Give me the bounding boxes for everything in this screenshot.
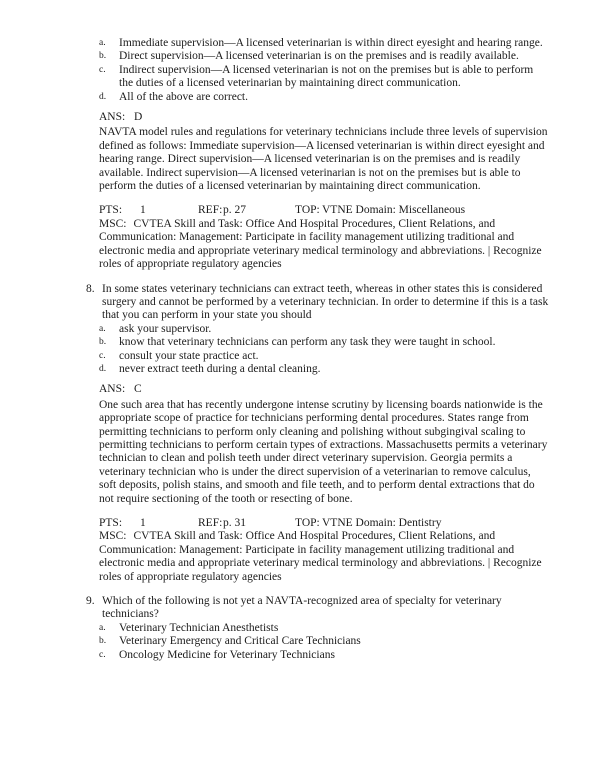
msc-paragraph xyxy=(99,530,550,584)
question-block-8 xyxy=(86,283,550,585)
answer-option xyxy=(99,91,550,104)
option-text: ask your supervisor. xyxy=(119,322,212,335)
answer-line xyxy=(99,111,550,124)
question-stem: Which of the following is not yet a NAVTA-recognized area of specialty for veterinary technicians? xyxy=(102,595,502,621)
answer-option xyxy=(99,363,550,376)
msc-paragraph xyxy=(99,218,550,272)
answer-option xyxy=(99,622,550,635)
answer-option xyxy=(99,336,550,349)
msc-text: CVTEA Skill and Task: Office And Hospital Procedures, Client Relations, and Communication: Management: Participate in facility management utilizing traditional and electronic media and appropriate veterinary medical terminology and abbreviations. | Recognize roles of appropriate regulatory agencies xyxy=(99,217,542,271)
answer-option xyxy=(99,649,550,662)
option-text: Oncology Medicine for Veterinary Technicians xyxy=(119,648,335,661)
option-text: All of the above are correct. xyxy=(119,90,248,103)
pts-label: PTS: xyxy=(99,204,123,217)
answer-label: ANS: xyxy=(99,383,126,396)
answer-option xyxy=(99,635,550,648)
option-letter: a. xyxy=(99,622,106,633)
answer-option xyxy=(99,323,550,336)
question-row xyxy=(86,283,550,323)
option-letter: c. xyxy=(99,649,106,660)
question-block-9 xyxy=(86,595,550,662)
option-letter: b. xyxy=(99,636,107,647)
option-text: Indirect supervision—A licensed veterinarian is not on the premises but is able to perform the duties of a licensed veterinarian by maintaining direct communication. xyxy=(119,63,534,90)
meta-line xyxy=(99,517,550,530)
ref-value: p. 31 xyxy=(223,517,246,529)
option-letter: d. xyxy=(99,363,107,374)
option-letter: d. xyxy=(99,91,107,102)
ref-value: p. 27 xyxy=(223,204,246,217)
pts-value: 1 xyxy=(140,204,146,217)
question-stem: In some states veterinary technicians can extract teeth, whereas in other states this is considered surgery and cannot be performed by a veterinary technician. In order to determine if this is a task that you can perform in your state you should xyxy=(102,282,549,322)
top-label: TOP: xyxy=(295,204,320,217)
option-letter: c. xyxy=(99,64,106,75)
top-value: VTNE Domain: Miscellaneous xyxy=(322,204,466,217)
answer-option xyxy=(99,50,550,63)
question-row xyxy=(86,595,550,622)
feedback-paragraph: NAVTA model rules and regulations for veterinary technicians include three levels of supervision defined as follows: Immediate supervision—A licensed veterinarian is within direct eyesight and hearing range. Direct supervision—A licensed veterinarian is on the premises and is readily available. Indirect supervision—A licensed veterinarian is not on the premises but is able to perform the duties of a licensed veterinarian by maintaining direct communication. xyxy=(99,126,548,193)
top-label: TOP: xyxy=(295,517,320,529)
answer-label: ANS: xyxy=(99,111,126,124)
msc-text: CVTEA Skill and Task: Office And Hospital Procedures, Client Relations, and Communication: Management: Participate in facility management utilizing traditional and electronic media and appropriate veterinary medical terminology and abbreviations. | Recognize roles of appropriate regulatory agencies xyxy=(99,530,542,583)
question-number: 9. xyxy=(86,595,95,608)
question-block-7 xyxy=(86,37,550,272)
option-text: Immediate supervision—A licensed veterinarian is within direct eyesight and hearing range. xyxy=(119,37,543,49)
option-letter: c. xyxy=(99,350,106,361)
answer-option xyxy=(99,64,550,91)
answer-line xyxy=(99,383,550,396)
pts-value: 1 xyxy=(140,517,146,529)
option-letter: a. xyxy=(99,38,106,48)
feedback-paragraph: One such area that has recently undergone intense scrutiny by licensing boards nationwide is the appropriate scope of practice for technicians performing dental procedures. States range from permitting technicians to perform only cleaning and polishing without subgingival scaling to permitting technicians to perform certain types of extractions. Massachusetts permits a veterinary technician to clean and polish teeth under direct veterinary supervision. Georgia permits a veterinary technician who is under the direct supervision of a veterinarian to remove calculus, soft deposits, polish stains, and smooth and file teeth, and to perform dental extractions that do not require sectioning of the tooth or resecting of bone. xyxy=(99,398,548,505)
question-7-options xyxy=(99,37,550,104)
option-letter: b. xyxy=(99,337,107,348)
question-8-options xyxy=(99,323,550,377)
option-letter: b. xyxy=(99,51,107,62)
option-text: Veterinary Technician Anesthetists xyxy=(119,621,279,634)
answer-value: C xyxy=(134,383,142,396)
question-9-options xyxy=(99,622,550,662)
answer-option xyxy=(99,350,550,363)
msc-label: MSC: xyxy=(99,217,127,230)
option-text: Direct supervision—A licensed veterinarian is on the premises and is readily available. xyxy=(119,50,519,63)
option-text: Veterinary Emergency and Critical Care Technicians xyxy=(119,635,361,648)
pts-label: PTS: xyxy=(99,517,123,529)
question-number: 8. xyxy=(86,282,95,295)
msc-label: MSC: xyxy=(99,530,127,543)
top-value: VTNE Domain: Dentistry xyxy=(322,517,442,529)
answer-option xyxy=(99,37,550,50)
ref-label: REF: xyxy=(198,517,223,529)
meta-line xyxy=(99,204,550,217)
ref-label: REF: xyxy=(198,204,223,217)
option-text: know that veterinary technicians can perform any task they were taught in school. xyxy=(119,336,496,349)
answer-value: D xyxy=(134,111,143,124)
option-text: consult your state practice act. xyxy=(119,349,259,362)
option-text: never extract teeth during a dental cleaning. xyxy=(119,362,321,375)
option-letter: a. xyxy=(99,323,106,334)
